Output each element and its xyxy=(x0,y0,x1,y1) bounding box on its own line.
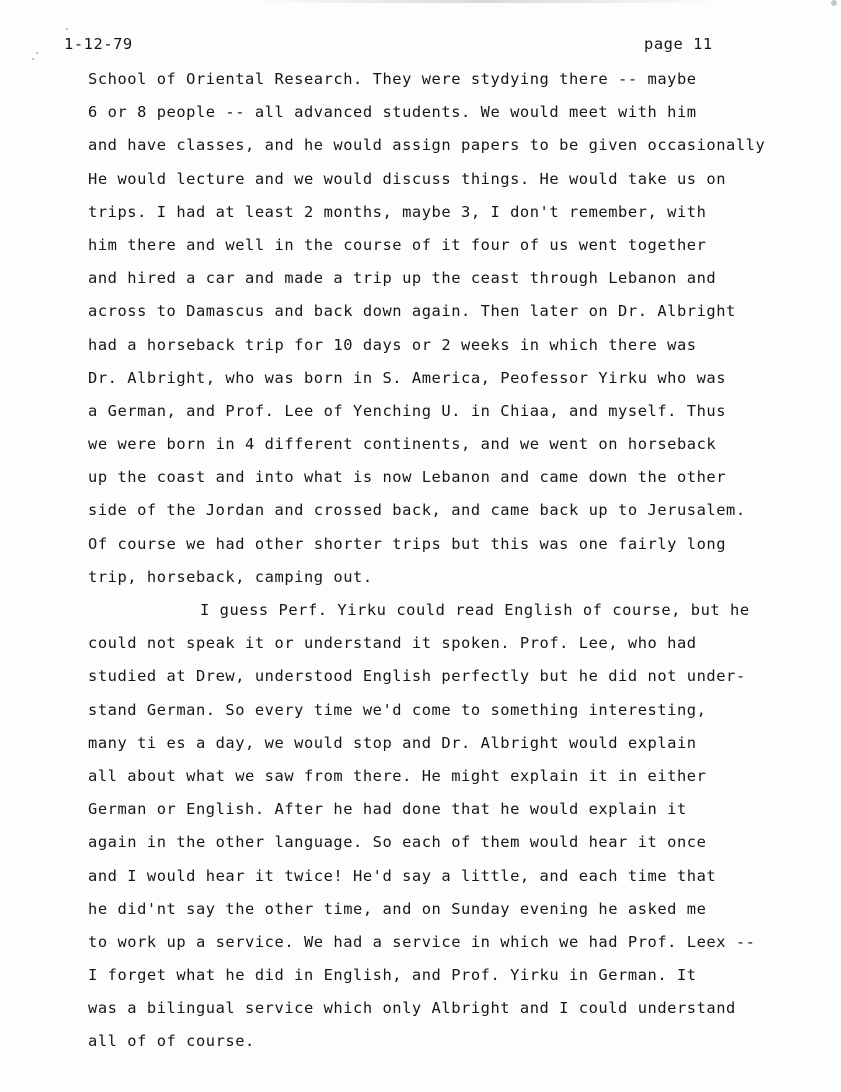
scan-corner-mark xyxy=(831,0,837,6)
text-line: had a horseback trip for 10 days or 2 weeks in which there was xyxy=(88,335,697,354)
text-line: trip, horseback, camping out. xyxy=(88,567,373,586)
text-line: again in the other language. So each of them would hear it once xyxy=(88,833,707,852)
text-line: and hired a car and made a trip up the ceast through Lebanon and xyxy=(88,269,717,288)
text-line: could not speak it or understand it spoken. Prof. Lee, who had xyxy=(88,634,697,653)
scan-speck xyxy=(66,28,68,30)
text-line: trips. I had at least 2 months, maybe 3, I don't remember, with xyxy=(88,202,707,221)
text-line: 6 or 8 people -- all advanced students. We would meet with him xyxy=(88,103,697,122)
text-line: German or English. After he had done that he would explain it xyxy=(88,800,687,819)
text-line: side of the Jordan and crossed back, and came back up to Jerusalem. xyxy=(88,501,746,520)
paragraph-start-line: I guess Perf. Yirku could read English of course, but he xyxy=(200,601,750,619)
text-line: a German, and Prof. Lee of Yenching U. in Chiaa, and myself. Thus xyxy=(88,401,727,420)
text-line: all about what we saw from there. He might explain it in either xyxy=(88,766,707,785)
text-line: was a bilingual service which only Albright and I could understand xyxy=(88,999,736,1018)
text-line: many ti es a day, we would stop and Dr. Albright would explain xyxy=(88,733,697,752)
text-line: Dr. Albright, who was born in S. America, Peofessor Yirku who was xyxy=(88,368,727,387)
text-line: across to Damascus and back down again. Then later on Dr. Albright xyxy=(88,302,736,321)
text-line: he did'nt say the other time, and on Sunday evening he asked me xyxy=(88,899,707,918)
text-line: and I would hear it twice! He'd say a little, and each time that xyxy=(88,866,717,885)
scan-edge-shadow xyxy=(250,0,720,3)
header-date: 1-12-79 xyxy=(64,35,133,53)
text-line: we were born in 4 different continents, and we went on horseback xyxy=(88,435,717,454)
text-line: studied at Drew, understood English perfectly but he did not under- xyxy=(88,667,746,686)
text-line: School of Oriental Research. They were stydying there -- maybe xyxy=(88,70,697,88)
text-line: and have classes, and he would assign papers to be given occasionally xyxy=(88,136,766,155)
header-page-number: page 11 xyxy=(644,35,713,53)
scan-speck xyxy=(32,58,34,60)
text-line: to work up a service. We had a service in which we had Prof. Leex -- xyxy=(88,932,756,951)
text-line: stand German. So every time we'd come to something interesting, xyxy=(88,700,707,719)
text-line: him there and well in the course of it four of us went together xyxy=(88,235,707,254)
transcript-body xyxy=(88,68,838,1064)
text-line: I forget what he did in English, and Prof. Yirku in German. It xyxy=(88,966,697,985)
text-line: Of course we had other shorter trips but this was one fairly long xyxy=(88,534,727,553)
text-line: He would lecture and we would discuss things. He would take us on xyxy=(88,169,727,188)
text-line: all of of course. xyxy=(88,1032,255,1051)
scan-speck xyxy=(36,52,38,54)
text-line: up the coast and into what is now Lebanon and came down the other xyxy=(88,468,727,487)
